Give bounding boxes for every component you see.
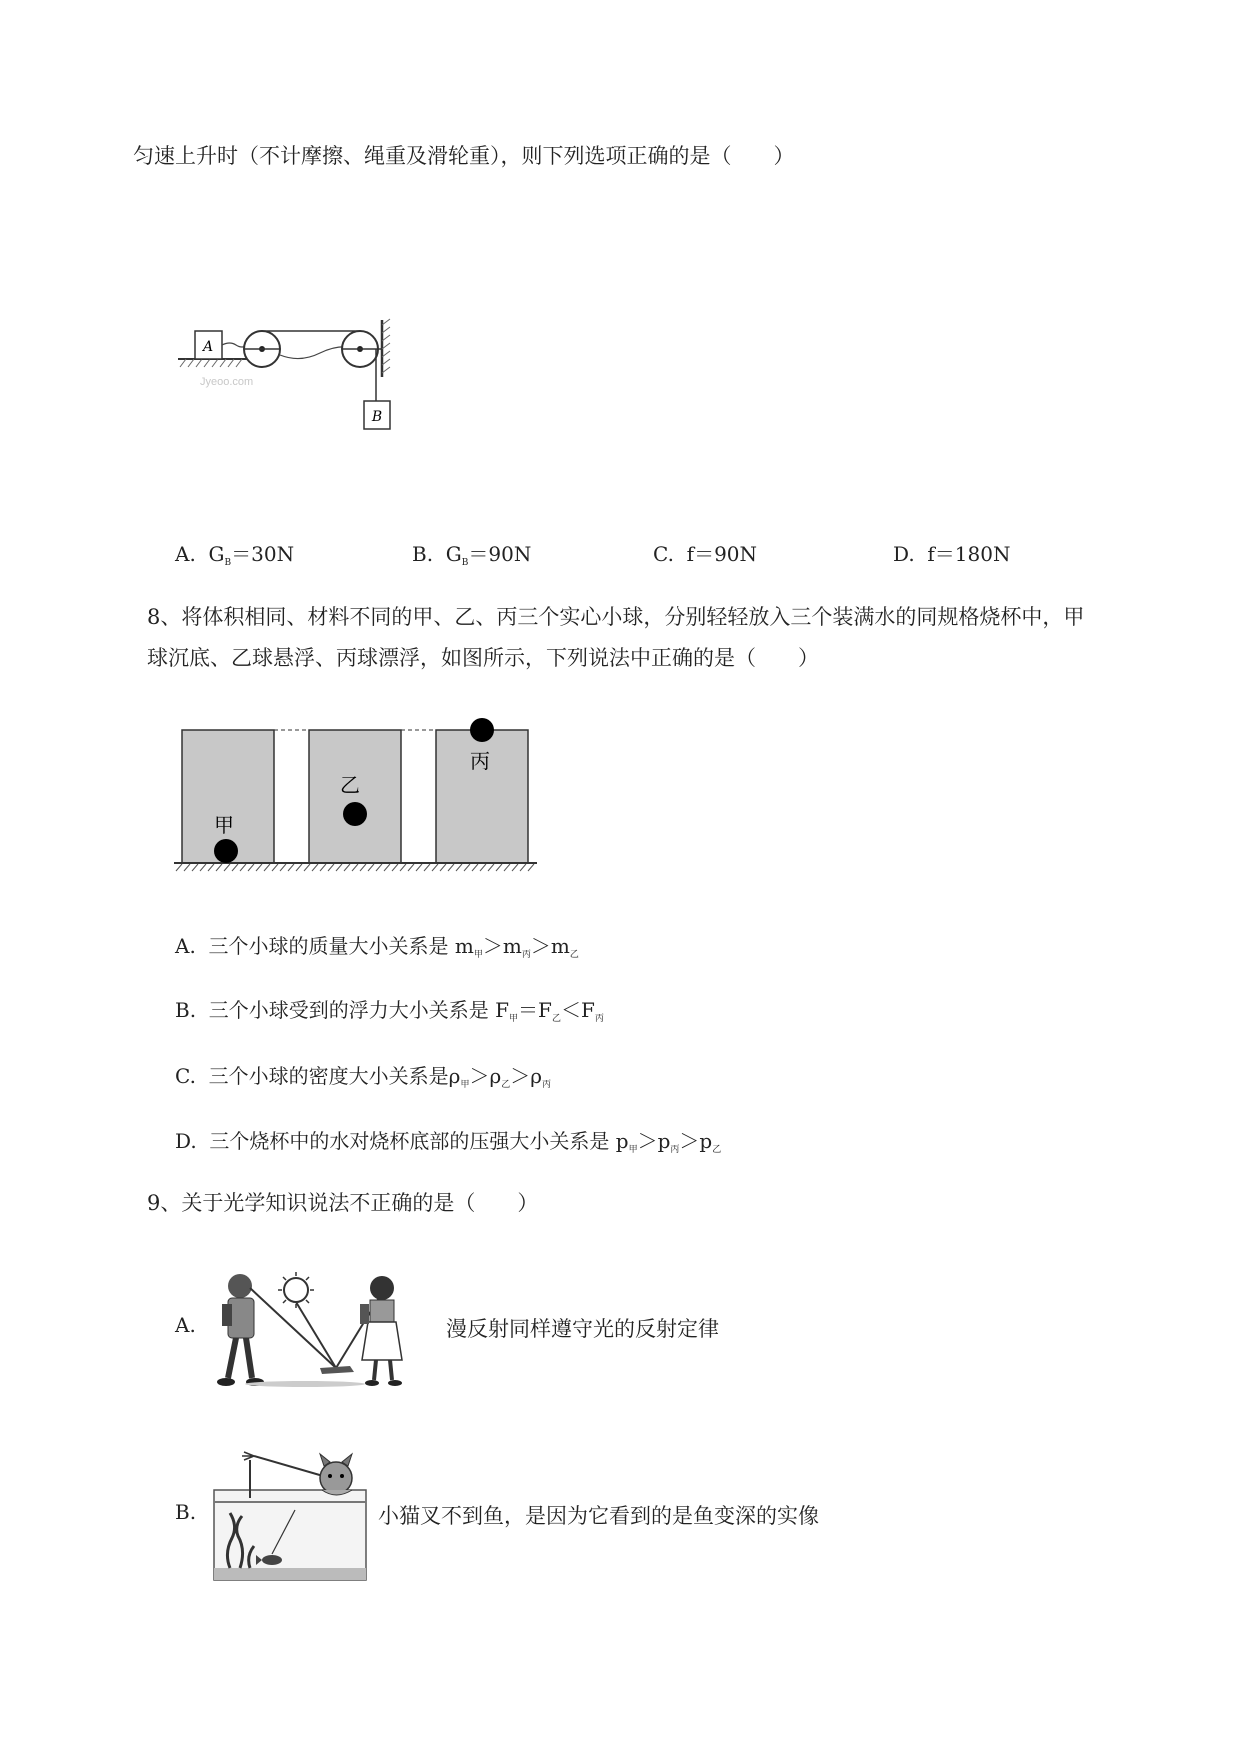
symbol: F — [495, 998, 510, 1022]
sun-icon — [284, 1278, 308, 1302]
subscript: 丙 — [542, 1080, 552, 1090]
symbol: F — [580, 998, 595, 1022]
option-value: ＝30N — [231, 542, 295, 566]
boy-head — [228, 1274, 252, 1298]
cat-head — [320, 1462, 352, 1494]
symbol: m — [454, 934, 474, 958]
q9-option-b-letter[interactable]: B. — [175, 1500, 197, 1524]
option-symbol: G — [208, 542, 225, 566]
book-icon — [320, 1366, 354, 1374]
q8-option-c[interactable] — [175, 1060, 551, 1090]
beakers-figure — [172, 715, 542, 875]
operator: ＞ — [510, 1064, 531, 1088]
label-jia: 甲 — [214, 813, 234, 837]
subscript: 甲 — [473, 950, 483, 960]
symbol: ρ — [489, 1064, 502, 1088]
q7-option-b[interactable] — [412, 538, 531, 568]
option-letter: D. — [175, 1129, 197, 1153]
option-letter: A. — [175, 542, 196, 566]
symbol: p — [615, 1129, 629, 1153]
diffuse-reflection-illustration — [210, 1268, 440, 1393]
subscript: 丙 — [670, 1145, 680, 1155]
operator: ＞ — [482, 934, 503, 958]
ball-bing — [470, 718, 494, 742]
symbol: F — [538, 998, 552, 1022]
option-subscript: B — [461, 558, 469, 568]
option-letter: C. — [175, 1064, 196, 1088]
option-letter: C. — [653, 542, 674, 566]
subscript: 甲 — [460, 1080, 470, 1090]
operator: ＞ — [469, 1064, 490, 1088]
subscript: 乙 — [551, 1014, 561, 1024]
subscript: 甲 — [509, 1014, 519, 1024]
option-text: 三个小球的密度大小关系是 — [208, 1064, 449, 1088]
option-value: ＝90N — [468, 542, 532, 566]
option-letter: A. — [175, 934, 196, 958]
q8-option-d[interactable] — [175, 1125, 721, 1155]
q8-stem-line1: 8、将体积相同、材料不同的甲、乙、丙三个实心小球，分别轻轻放入三个装满水的同规格烧杯中，甲 — [147, 605, 1085, 629]
symbol: m — [502, 934, 522, 958]
option-text: 三个小球受到的浮力大小关系是 — [208, 998, 496, 1022]
q9-stem: 9、关于光学知识说法不正确的是（ ） — [147, 1191, 539, 1215]
operator: ＝ — [518, 998, 539, 1022]
q7-option-c[interactable] — [653, 538, 757, 567]
option-letter: D. — [893, 542, 915, 566]
block-b-label: B — [371, 409, 383, 425]
option-subscript: B — [224, 558, 232, 568]
q7-stem: 匀速上升时（不计摩擦、绳重及滑轮重），则下列选项正确的是（ ） — [133, 144, 795, 168]
option-letter: B. — [175, 998, 197, 1022]
subscript: 乙 — [501, 1080, 511, 1090]
ball-jia — [214, 839, 238, 863]
operator: ＞ — [530, 934, 551, 958]
watermark: Jyeoo.com — [200, 376, 254, 388]
ball-yi — [343, 802, 367, 826]
subscript: 乙 — [569, 950, 579, 960]
operator: ＜ — [560, 998, 581, 1022]
q7-option-a[interactable] — [175, 538, 294, 568]
label-yi: 乙 — [340, 773, 360, 797]
option-symbol: G — [445, 542, 462, 566]
symbol: ρ — [530, 1064, 542, 1088]
q8-option-a[interactable] — [175, 930, 579, 960]
symbol: p — [657, 1129, 671, 1153]
girl-head — [370, 1276, 394, 1300]
option-text: 三个小球的质量大小关系是 — [208, 934, 455, 958]
subscript: 丙 — [594, 1014, 604, 1024]
pulley-figure — [170, 315, 430, 440]
q9-option-b-text[interactable]: 小猫叉不到鱼，是因为它看到的是鱼变深的实像 — [378, 1504, 819, 1528]
subscript: 乙 — [712, 1145, 722, 1155]
subscript: 丙 — [521, 950, 531, 960]
option-letter: B. — [412, 542, 434, 566]
cat-fishing-illustration — [210, 1450, 370, 1585]
option-text: 三个烧杯中的水对烧杯底部的压强大小关系是 — [209, 1129, 616, 1153]
label-bing: 丙 — [470, 749, 490, 773]
q8-option-b[interactable] — [175, 994, 604, 1024]
q9-option-a-letter[interactable]: A. — [175, 1313, 196, 1337]
option-text: f＝90N — [686, 542, 758, 566]
symbol: ρ — [448, 1064, 461, 1088]
block-a-label: A — [202, 339, 214, 355]
symbol: p — [699, 1129, 713, 1153]
q7-option-d[interactable] — [893, 538, 1010, 567]
subscript: 甲 — [628, 1145, 638, 1155]
option-text: f＝180N — [927, 542, 1011, 566]
operator: ＞ — [637, 1129, 658, 1153]
fish-icon — [262, 1555, 282, 1565]
q9-option-a-text[interactable]: 漫反射同样遵守光的反射定律 — [446, 1317, 719, 1341]
q8-stem-line2: 球沉底、乙球悬浮、丙球漂浮，如图所示，下列说法中正确的是（ ） — [147, 646, 819, 670]
operator: ＞ — [679, 1129, 700, 1153]
symbol: m — [550, 934, 570, 958]
